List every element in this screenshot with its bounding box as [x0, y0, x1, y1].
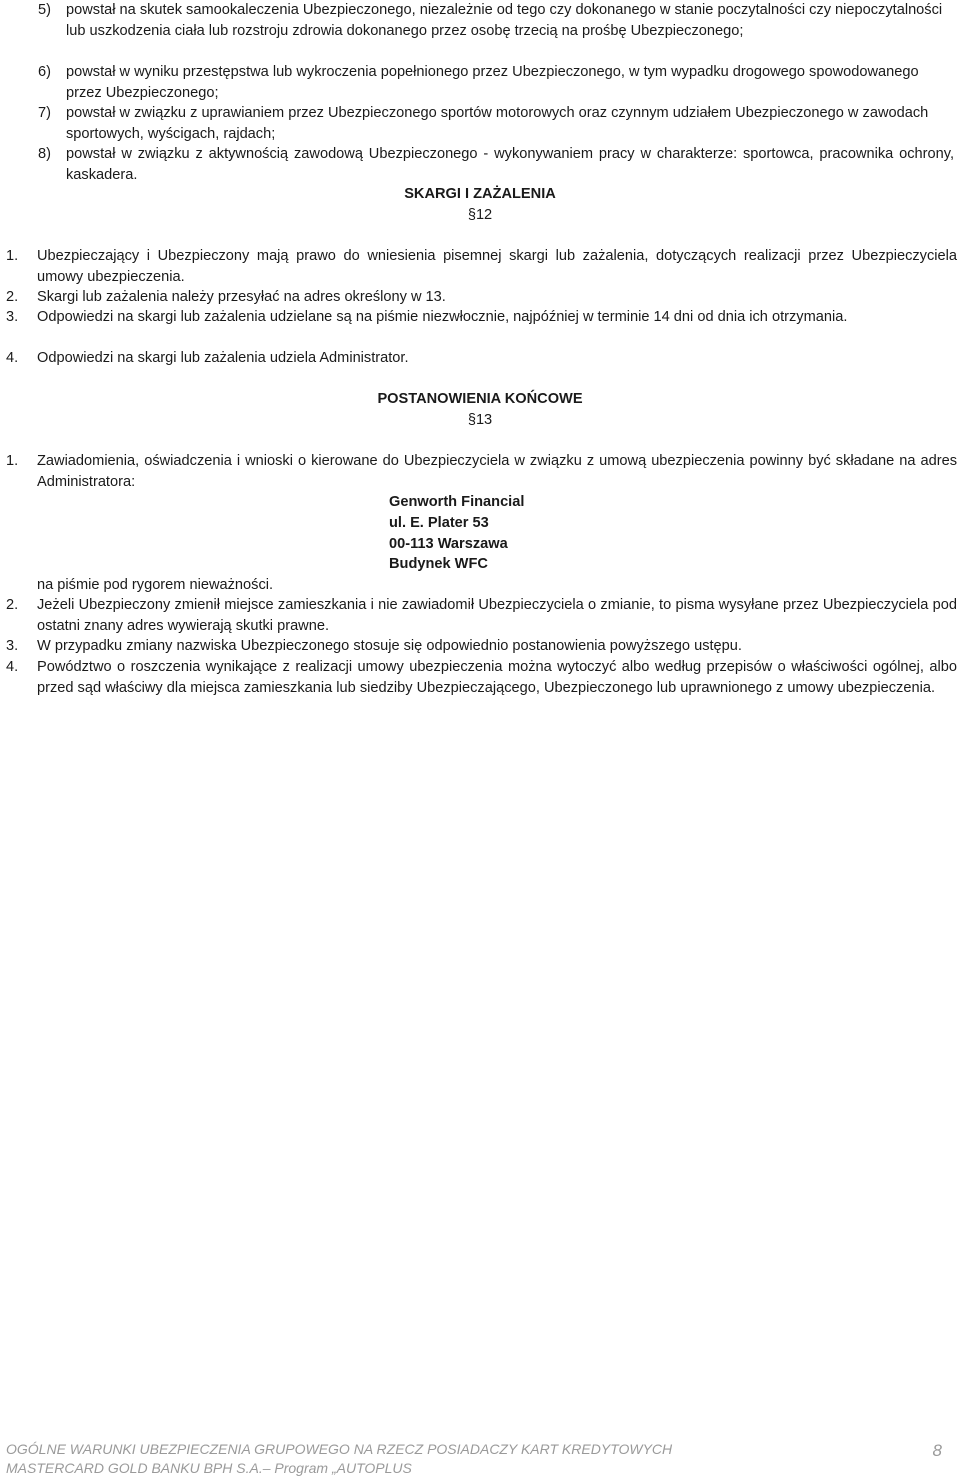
item-text: powstał na skutek samookaleczenia Ubezpieczonego, niezależnie od tego czy dokonanego w stanie poczytalności czy niepoczytalności lub uszkodzenia ciała lub rozstroju zdrowia dokonanego przez osobę trzecią na prośbę Ubezpieczonego;: [66, 2, 943, 39]
item-number: 2.: [6, 597, 19, 613]
item-text: Jeżeli Ubezpieczony zmienił miejsce zamieszkania i nie zawiadomił Ubezpieczyciela o zmianie, to pisma wysyłane przez Ubezpieczyciela pod ostatni znany adres wywierają skutki prawne.: [37, 597, 957, 634]
item-number: 3.: [6, 638, 19, 654]
item-number: 8): [38, 146, 51, 162]
form-requirement-note: na piśmie pod rygorem nieważności.: [37, 577, 274, 593]
item-number: 6): [38, 64, 51, 80]
item-text: W przypadku zmiany nazwiska Ubezpieczonego stosuje się odpowiednio postanowienia powyższego ustępu.: [37, 638, 742, 654]
item-number: 1.: [6, 248, 19, 264]
address-city: 00-113 Warszawa: [389, 536, 508, 552]
address-street: ul. E. Plater 53: [389, 515, 489, 531]
item-number: 4.: [6, 659, 19, 675]
address-building: Budynek WFC: [389, 556, 488, 572]
item-number: 5): [38, 2, 51, 18]
address-company: Genworth Financial: [389, 494, 525, 510]
item-text: Powództwo o roszczenia wynikające z realizacji umowy ubezpieczenia można wytoczyć albo według przepisów o właściwości ogólnej, albo przed sąd właściwy dla miejsca zamieszkania lub siedziby Ubezpieczającego, Ubezpieczonego lub uprawnionego z umowy ubezpieczenia.: [37, 659, 957, 696]
item-text: Odpowiedzi na skargi lub zażalenia udzielane są na piśmie niezwłocznie, najpóźniej w terminie 14 dni od dnia ich otrzymania.: [37, 309, 848, 325]
item-number: 2.: [6, 289, 19, 305]
item-number: 1.: [6, 453, 19, 469]
item-number: 7): [38, 105, 51, 121]
footer-line-1: OGÓLNE WARUNKI UBEZPIECZENIA GRUPOWEGO NA RZECZ POSIADACZY KART KREDYTOWYCH: [6, 1441, 673, 1457]
complaints-heading: SKARGI I ZAŻALENIA: [404, 186, 556, 202]
page-number: 8: [932, 1441, 942, 1460]
final-section-number: §13: [467, 412, 493, 428]
final-provisions-heading: POSTANOWIENIA KOŃCOWE: [377, 391, 583, 407]
footer-line-2: MASTERCARD GOLD BANKU BPH S.A.– Program „AUTOPLUS: [6, 1460, 412, 1476]
item-text: Odpowiedzi na skargi lub zażalenia udziela Administrator.: [37, 350, 409, 366]
item-number: 4.: [6, 350, 19, 366]
item-text: powstał w związku z uprawianiem przez Ubezpieczonego sportów motorowych oraz czynnym udziałem Ubezpieczonego w zawodach sportowych, wyścigach, rajdach;: [66, 105, 929, 142]
item-number: 3.: [6, 309, 19, 325]
item-text: Skargi lub zażalenia należy przesyłać na adres określony w 13.: [37, 289, 446, 305]
complaints-section-number: §12: [467, 207, 493, 223]
item-text: Ubezpieczający i Ubezpieczony mają prawo do wniesienia pisemnej skargi lub zażalenia, dotyczących realizacji przez Ubezpieczyciela umowy ubezpieczenia.: [37, 248, 957, 285]
item-text: powstał w wyniku przestępstwa lub wykroczenia popełnionego przez Ubezpieczonego, w tym wypadku drogowego spowodowanego przez Ubezpieczonego;: [66, 64, 919, 101]
item-text: powstał w związku z aktywnością zawodową Ubezpieczonego - wykonywaniem pracy w charakterze: sportowca, pracownika ochrony, kaskadera.: [66, 146, 954, 183]
item-text: Zawiadomienia, oświadczenia i wnioski o kierowane do Ubezpieczyciela w związku z umową ubezpieczenia powinny być składane na adres Administratora:: [37, 453, 957, 490]
